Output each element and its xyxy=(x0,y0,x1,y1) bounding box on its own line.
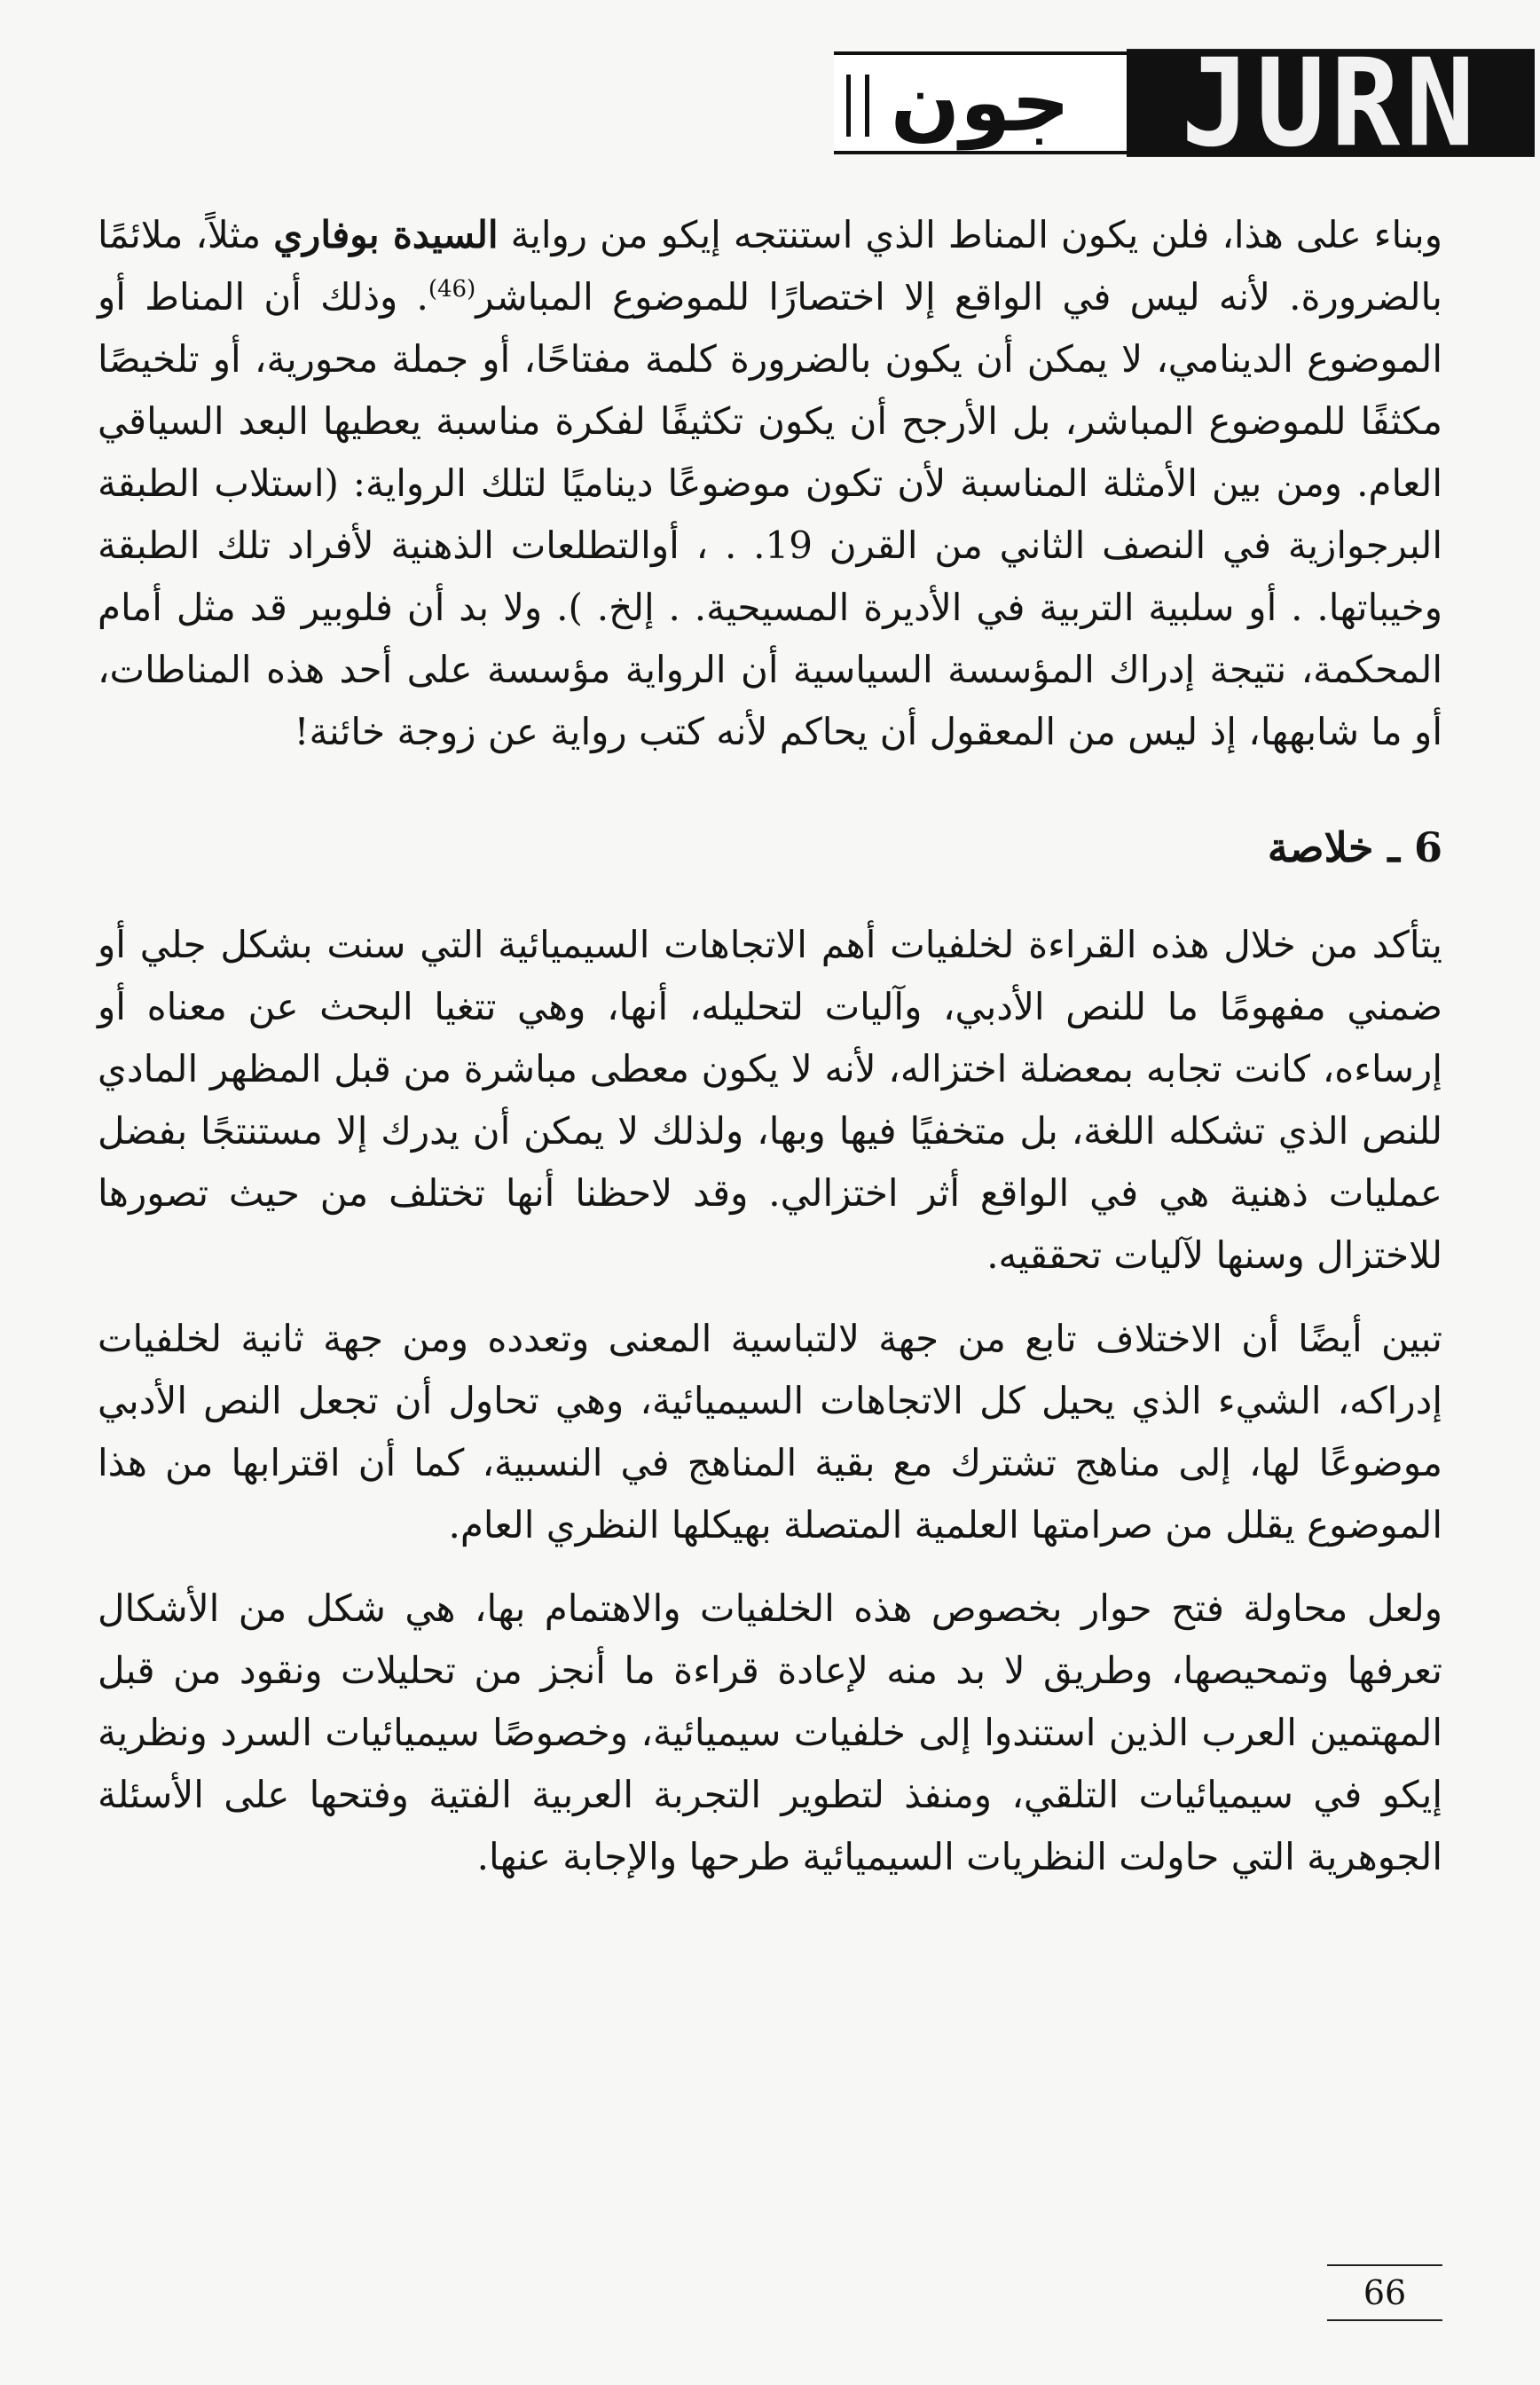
p1-part1: وبناء على هذا، فلن يكون المناط الذي استنتجه إيكو من رواية xyxy=(498,213,1442,256)
paragraph-4: ولعل محاولة فتح حوار بخصوص هذه الخلفيات والاهتمام بها، هي شكل من الأشكال تعرفها وتمحيصها، وطريق لا بد منه لإعادة قراءة ما أنجز من تحليلات ونقود من قبل المهتمين العرب الذين استندوا إلى خلفيات سيميائية، وخصوصًا سيميائيات السرد ونظرية إيكو في سيميائيات التلقي، ومنفذ لتطوير التجربة العربية الفتية وفتحها على الأسئلة الجوهرية التي حاولت النظريات السيميائية طرحها والإجابة عنها. xyxy=(98,1586,1443,1878)
section-heading: 6 ـ خلاصة xyxy=(1267,823,1442,871)
p1-part2: مثلاً، ملائمًا بالضرورة. لأنه ليس في الواقع إلا اختصارًا للموضوع المباشر xyxy=(98,213,1442,319)
page-number: 66 xyxy=(1327,2264,1442,2321)
paragraph-2: يتأكد من خلال هذه القراءة لخلفيات أهم الاتجاهات السيميائية التي سنت بشكل جلي أو ضمني مفهومًا ما للنص الأدبي، وآليات لتحليله، أنها، وهي تتغيا البحث عن معناه أو إرساءه، كانت تجابه بمعضلة اختزاله، لأنه لا يكون معطى مباشرة من قبل المظهر المادي للنص الذي تشكله اللغة، بل متخفيًا فيها وبها، ولذلك لا يمكن أن يدرك إلا مستنتجًا بفضل عمليات ذهنية هي في الواقع أثر اختزالي. وقد لاحظنا أنها تختلف من حيث تصورها للاختزال وسنها لآليات تحققيه. xyxy=(98,923,1442,1277)
masthead xyxy=(834,32,1535,174)
arabic-logo-text: جون xyxy=(890,55,1071,150)
footnote-ref-46: (46) xyxy=(428,276,476,303)
logo-bars-decoration xyxy=(846,75,869,137)
paragraph-3: تبين أيضًا أن الاختلاف تابع من جهة لالتباسية المعنى وتعدده ومن جهة ثانية لخلفيات إدراكه، الشيء الذي يحيل كل الاتجاهات السيميائية، وهي تحاول أن تجعل النص الأدبي موضوعًا لها، إلى مناهج تشترك مع بقية المناهج في النسبية، كما أن اقترابها من هذا الموضوع يقلل من صرامتها العلمية المتصلة بهيكلها النظري العام. xyxy=(98,1317,1442,1547)
paragraph-1 xyxy=(98,204,1442,763)
arabic-logo xyxy=(834,51,1127,154)
novel-title: السيدة بوفاري xyxy=(273,213,499,256)
article-body xyxy=(98,204,1442,1909)
p1-part3: . وذلك أن المناط أو الموضوع الدينامي، لا يمكن أن يكون بالضرورة كلمة مفتاحًا، أو جملة محورية، أو تلخيصًا مكثفًا للموضوع المباشر، بل الأرجح أن يكون تكثيفًا لفكرة مناسبة يعطيها البعد السياقي العام. ومن بين الأمثلة المناسبة لأن تكون موضوعًا ديناميًا لتلك الرواية: (استلاب الطبقة البرجوازية في النصف الثاني من القرن 19. . ، أوالتطلعات الذهنية لأفراد تلك الطبقة وخيباتها. . أو سلبية التربية في الأديرة المسيحية. . إلخ. ). ولا بد أن فلوبير قد مثل أمام المحكمة، نتيجة إدراك المؤسسة السياسية أن الرواية مؤسسة على أحد هذه المناطات، أو ما شابهها، إذ ليس من المعقول أن يحاكم لأنه كتب رواية عن زوجة خائنة! xyxy=(98,275,1442,753)
latin-logo-text: JURN xyxy=(1127,49,1535,157)
